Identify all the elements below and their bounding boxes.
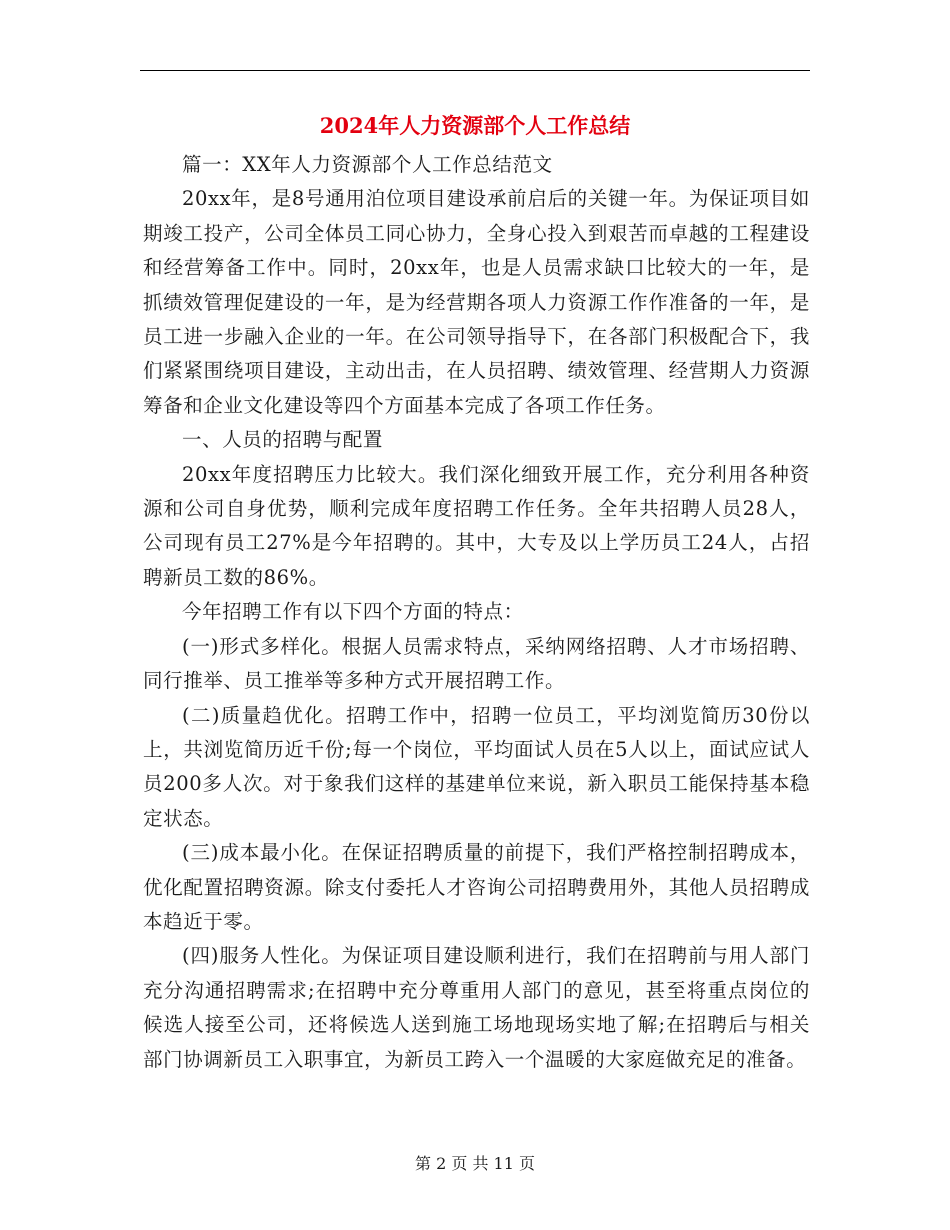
feature-paragraph-1: (一)形式多样化。根据人员需求特点，采纳网络招聘、人才市场招聘、同行推举、员工推举等多种方式开展招聘工作。 [143, 634, 810, 693]
features-intro-paragraph: 今年招聘工作有以下四个方面的特点： [182, 600, 524, 624]
feature-paragraph-3: (三)成本最小化。在保证招聘质量的前提下，我们严格控制招聘成本，优化配置招聘资源。除支付委托人才咨询公司招聘费用外，其他人员招聘成本趋近于零。 [143, 841, 810, 933]
recruitment-summary-paragraph: 20xx年度招聘压力比较大。我们深化细致开展工作，充分利用各种资源和公司自身优势，顺利完成年度招聘工作任务。全年共招聘人员28人，公司现有员工27%是今年招聘的。其中，大专及以上学历员工24人，占招聘新员工数的86%。 [143, 462, 810, 589]
intro-paragraph: 20xx年，是8号通用泊位项目建设承前启后的关键一年。为保证项目如期竣工投产，公司全体员工同心协力，全身心投入到艰苦而卓越的工程建设和经营筹备工作中。同时，20xx年，也是人员需求缺口比较大的一年，是抓绩效管理促建设的一年，是为经营期各项人力资源工作作准备的一年，是员工进一步融入企业的一年。在公司领导指导下，在各部门积极配合下，我们紧紧围绕项目建设，主动出击，在人员招聘、绩效管理、经营期人力资源筹备和企业文化建设等四个方面基本完成了各项工作任务。 [143, 187, 810, 417]
section-heading-recruitment: 一、人员的招聘与配置 [182, 428, 384, 452]
document-title: 2024年人力资源部个人工作总结 [319, 113, 631, 138]
document-body [143, 148, 810, 1077]
header-rule [140, 70, 810, 71]
section-heading-part-one: 篇一：XX年人力资源部个人工作总结范文 [182, 153, 553, 176]
feature-paragraph-4: (四)服务人性化。为保证项目建设顺利进行，我们在招聘前与用人部门充分沟通招聘需求;在招聘中充分尊重用人部门的意见，甚至将重点岗位的候选人接至公司，还将候选人送到施工场地现场实地了解;在招聘后与相关部门协调新员工入职事宜，为新员工跨入一个温暖的大家庭做充足的准备。 [143, 944, 810, 1071]
feature-paragraph-2: (二)质量趋优化。招聘工作中，招聘一位员工，平均浏览简历30份以上，共浏览简历近千份;每一个岗位，平均面试人员在5人以上，面试应试人员200多人次。对于象我们这样的基建单位来说，新入职员工能保持基本稳定状态。 [143, 703, 810, 830]
page-footer: 第 2 页 共 11 页 [415, 1154, 535, 1173]
